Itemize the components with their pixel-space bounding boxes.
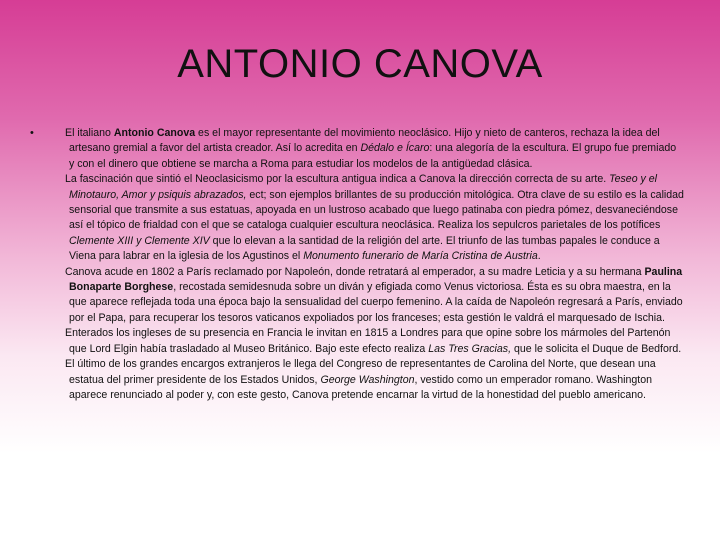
p2-italic-popes: Clemente XIII y Clemente XIV <box>69 234 210 247</box>
p1-text-c: es el mayor representante del movimiento neoclásico. Hijo y nieto de canteros, rechaza la idea del artesano gremial a favor del artista creador. Así lo acredita en <box>69 127 660 155</box>
paragraph-2 <box>62 172 684 264</box>
paragraph-4 <box>62 326 684 357</box>
p2-text-e: que lo elevan a la santidad de la religión del arte. El triunfo de las tumbas papales le conduce a Viena para labrar en la iglesia de los Agustinos el <box>69 234 660 263</box>
p2-text-c: ect; son ejemplos brillantes de su producción mitológica. Otra clave de su estilo es la calidad sensorial que transmite a sus estatuas, apoyada en un lustroso acabado que luego patinaba con piedra pómez, desvaneciéndose así el tópico de frialdad con el que se cataloga cualquier escultura neoclásica. Realiza los sepulcros parietales de los potífices <box>69 188 684 232</box>
paragraph-3 <box>62 265 684 327</box>
p1-text-a: El italiano <box>65 127 114 139</box>
p5-text-a: El último de los grandes encargos extranjeros le llega del Congreso de representantes de Carolina del Norte, que desean una estatua del primer presidente de los Estados Unidos, <box>65 358 656 386</box>
p2-text-g: . <box>537 250 541 263</box>
p5-text-c: , vestido como un emperador romano. Washington aparece renunciado al poder y, con este gesto, Canova pretende encarnar la virtud de la honestidad del pueblo americano. <box>69 373 652 401</box>
slide-body <box>62 126 684 403</box>
p4-italic-work: Las Tres Gracias, <box>428 342 512 355</box>
p2-italic-works: Teseo y el Minotauro, Amor y psiquis abrazados, <box>69 173 658 201</box>
p3-bold-name: Paulina Bonaparte Borghese <box>69 265 683 294</box>
p1-bold-name: Antonio Canova <box>113 127 196 139</box>
paragraph-5 <box>62 357 684 403</box>
p1-text-e: : una alegoría de la escultura. El grupo fue premiado y con el dinero que obtiene se marcha a Roma para estudiar los modelos de la antigüedad clásica. <box>69 142 677 170</box>
bullet-marker: • <box>30 127 34 139</box>
p3-text-a: Canova acude en 1802 a París reclamado por Napoleón, donde retratará al emperador, a su madre Leticia y a su hermana <box>65 265 645 278</box>
paragraph-1 <box>62 126 684 172</box>
p4-text-a: Enterados los ingleses de su presencia en Francia le invitan en 1815 a Londres para que opine sobre los mármoles del Partenón que Lord Elgin había trasladado al Museo Británico. Bajo este efecto realiza <box>65 327 671 355</box>
slide-title: ANTONIO CANOVA <box>177 42 543 86</box>
p2-italic-monument: Monumento funerario de María Cristina de Austria <box>303 250 538 263</box>
p1-italic-work: Dédalo e Ícaro <box>360 142 430 155</box>
p3-text-c: , recostada semidesnuda sobre un diván y efigiada como Venus victoriosa. Ésta es su obra maestra, en la que aparece reflejada toda una época bajo la sensualidad del cuerpo femenino. A la caída de Napoleón regresará a París, enviado por el Papa, para recuperar los tesoros vaticanos expoliados por los franceses; esta gestión le valdrá el marquesado de Ischia. <box>69 281 683 324</box>
p2-text-a: La fascinación que sintió el Neoclasicismo por la escultura antigua indica a Canova la dirección correcta de su arte. <box>65 173 610 186</box>
p5-italic-work: George Washington <box>320 373 415 386</box>
p4-text-c: que le solicita el Duque de Bedford. <box>511 342 682 355</box>
